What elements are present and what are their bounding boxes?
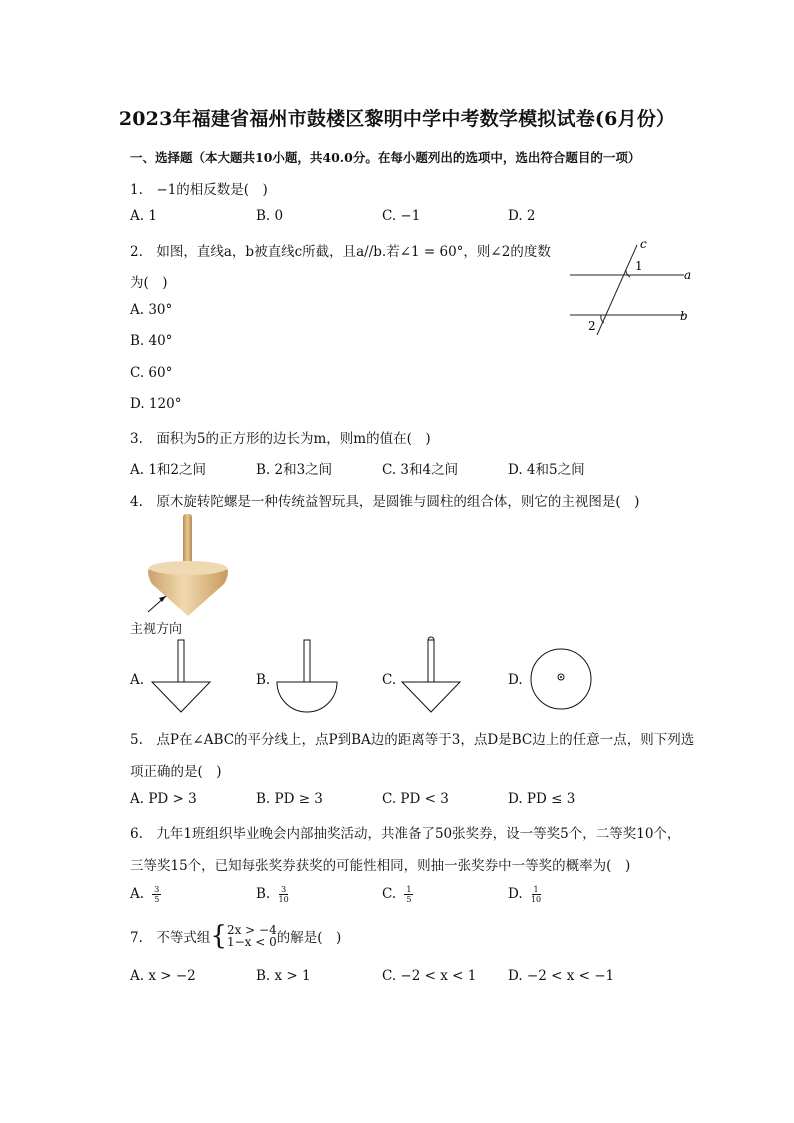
question-7 bbox=[130, 921, 342, 951]
brace-icon: { bbox=[210, 921, 227, 951]
q4-option-c: C. bbox=[382, 672, 397, 688]
q6-option-d bbox=[508, 885, 541, 904]
question-7-suffix: 的解是( ) bbox=[276, 930, 342, 946]
label-b: b bbox=[680, 309, 688, 323]
denominator: 10 bbox=[530, 895, 542, 904]
q3-option-d: D. 4和5之间 bbox=[508, 462, 585, 478]
question-3: 3. 面积为5的正方形的边长为m，则m的值在( ) bbox=[130, 431, 431, 447]
q1-option-d: D. 2 bbox=[508, 208, 536, 224]
q1-option-b: B. 0 bbox=[256, 208, 284, 224]
q2-option-a: A. 30° bbox=[130, 302, 173, 318]
q4-figure-b bbox=[274, 638, 340, 716]
q3-option-b: B. 2和3之间 bbox=[256, 462, 333, 478]
parallel-lines-figure bbox=[560, 235, 700, 340]
denominator: 5 bbox=[406, 895, 412, 904]
label-a: a bbox=[684, 268, 692, 282]
q6-option-c bbox=[382, 885, 413, 904]
q2-option-c: C. 60° bbox=[130, 365, 173, 381]
label-c: c bbox=[640, 237, 647, 251]
angle-1-arc bbox=[626, 269, 630, 277]
q6-option-d-label: D. bbox=[508, 886, 523, 902]
q7-option-c: C. −2 < x < 1 bbox=[382, 968, 477, 984]
question-4: 4. 原木旋转陀螺是一种传统益智玩具，是圆锥与圆柱的组合体，则它的主视图是( ) bbox=[130, 494, 640, 510]
q2-option-d: D. 120° bbox=[130, 396, 182, 412]
q6-option-c-fraction bbox=[404, 885, 413, 904]
q4-option-d: D. bbox=[508, 672, 523, 688]
q6-option-b-label: B. bbox=[256, 886, 271, 902]
numerator: 3 bbox=[154, 885, 160, 894]
q4-option-a: A. bbox=[130, 672, 145, 688]
q5-option-a: A. PD > 3 bbox=[130, 791, 197, 807]
q1-option-a: A. 1 bbox=[130, 208, 157, 224]
q4-figure-d bbox=[528, 646, 594, 712]
numerator: 1 bbox=[533, 885, 539, 894]
q1-option-c: C. −1 bbox=[382, 208, 421, 224]
q5-option-b: B. PD ≥ 3 bbox=[256, 791, 323, 807]
q5-option-c: C. PD < 3 bbox=[382, 791, 449, 807]
q4-option-b: B. bbox=[256, 672, 271, 688]
q3-option-c: C. 3和4之间 bbox=[382, 462, 459, 478]
question-5-line-2: 项正确的是( ) bbox=[130, 764, 222, 780]
section-heading: 一、选择题（本大题共10小题，共40.0分。在每小题列出的选项中，选出符合题目的一项） bbox=[130, 150, 641, 165]
denominator: 10 bbox=[278, 895, 289, 904]
angle-2-arc bbox=[601, 315, 604, 323]
q6-option-c-label: C. bbox=[382, 886, 397, 902]
q4-figure-c bbox=[400, 634, 464, 716]
question-2: 2. 如图，直线a，b被直线c所截，且a//b.若∠1 = 60°，则∠2的度数 bbox=[130, 244, 551, 260]
question-7-prefix: 7. 不等式组 bbox=[130, 930, 211, 946]
q2-option-b: B. 40° bbox=[130, 333, 173, 349]
question-6-line-2: 三等奖15个，已知每张奖券获奖的可能性相同，则抽一张奖券中一等奖的概率为( ) bbox=[130, 858, 631, 874]
q6-option-a-label: A. bbox=[130, 886, 145, 902]
numerator: 3 bbox=[281, 885, 287, 894]
q6-option-a bbox=[130, 885, 161, 904]
q3-option-a: A. 1和2之间 bbox=[130, 462, 207, 478]
q7-option-d: D. −2 < x < −1 bbox=[508, 968, 615, 984]
question-6: 6. 九年1班组织毕业晚会内部抽奖活动，共准备了50张奖券，设一等奖5个，二等奖10个， bbox=[130, 826, 681, 842]
spinning-top-image bbox=[140, 512, 240, 622]
q5-option-d: D. PD ≤ 3 bbox=[508, 791, 576, 807]
label-angle-1: 1 bbox=[635, 259, 643, 273]
page-title: 2023年福建省福州市鼓楼区黎明中学中考数学模拟试卷(6月份） bbox=[118, 108, 676, 130]
denominator: 5 bbox=[154, 895, 160, 904]
q6-option-d-fraction bbox=[531, 885, 541, 904]
numerator: 1 bbox=[406, 885, 412, 894]
label-angle-2: 2 bbox=[588, 319, 596, 333]
q6-option-b-fraction bbox=[279, 885, 289, 904]
q6-option-b bbox=[256, 885, 289, 904]
question-5: 5. 点P在∠ABC的平分线上，点P到BA边的距离等于3，点D是BC边上的任意一点，则下列选 bbox=[130, 732, 695, 748]
view-direction-caption: 主视方向 bbox=[130, 622, 183, 637]
inequality-system bbox=[227, 924, 277, 948]
question-2-line-2: 为( ) bbox=[130, 275, 168, 291]
q6-option-a-fraction bbox=[152, 885, 161, 904]
q7-option-a: A. x > −2 bbox=[130, 968, 196, 984]
question-1: 1. −1的相反数是( ) bbox=[130, 182, 268, 198]
inequality-line-2: 1−x < 0 bbox=[226, 935, 277, 949]
inequality-line-1: 2x > −4 bbox=[226, 923, 277, 937]
q7-option-b: B. x > 1 bbox=[256, 968, 311, 984]
q4-figure-a bbox=[150, 638, 214, 716]
